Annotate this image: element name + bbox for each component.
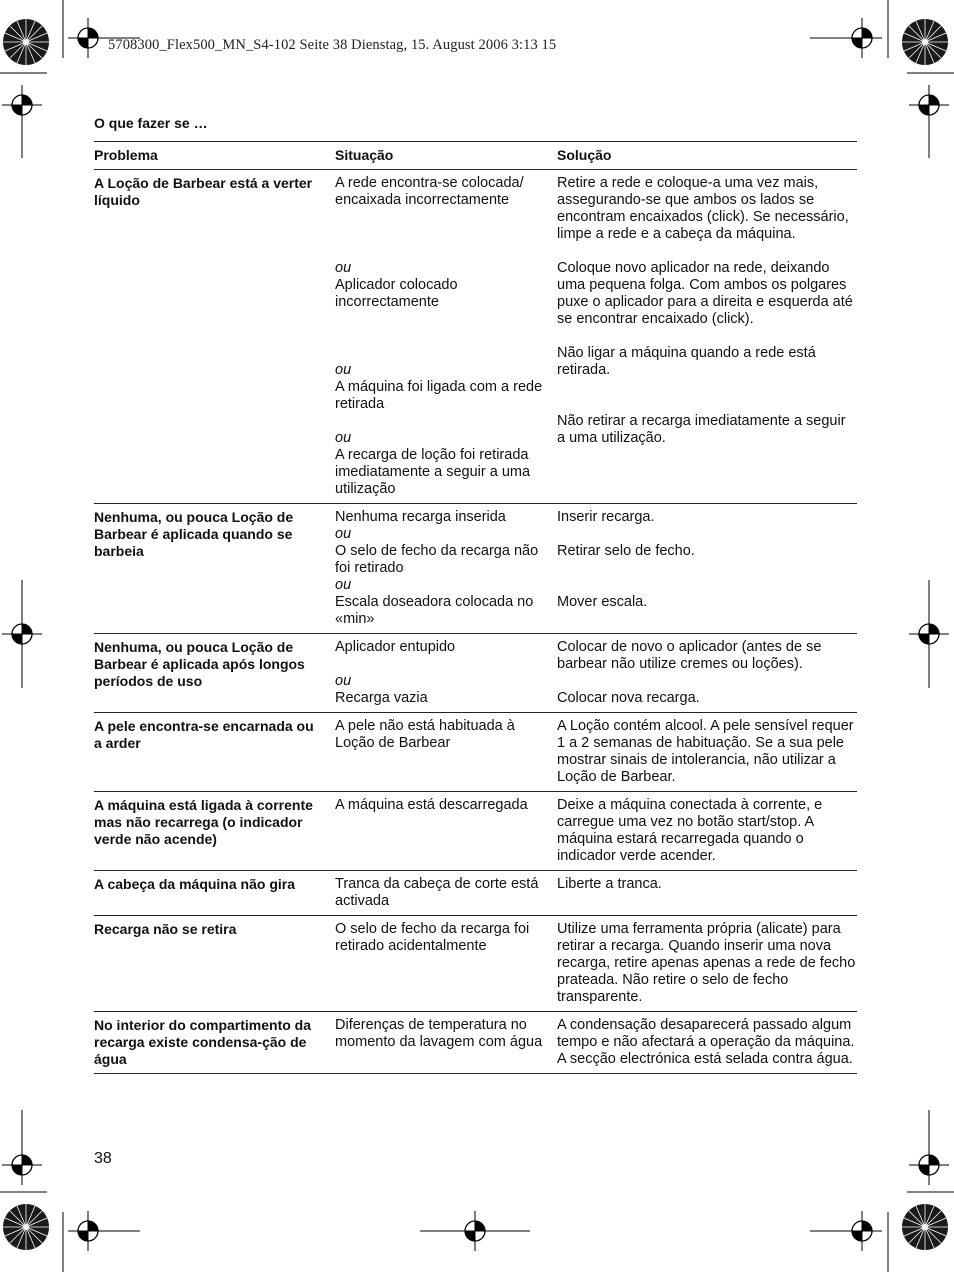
situation-text: O selo de fecho da recarga não foi retirado — [335, 543, 539, 576]
situation-text: A máquina foi ligada com a rede retirada — [335, 379, 543, 412]
solution-cell: Utilize uma ferramenta própria (alicate) para retirar a recarga. Quando inserir uma nova recarga, retire apenas apenas a rede de fecho prateada. Não retire o selo de fecho transparente. — [557, 916, 857, 1012]
solution-cell: A Loção contém alcool. A pele sensível requer 1 a 2 semanas de habituação. Se a sua pele mostrar sinais de intolerancia, não utilizar a Loção de Barbear. — [557, 713, 857, 792]
column-header-problem: Problema — [94, 142, 335, 170]
or-separator: ou — [335, 526, 352, 542]
situation-cell: Diferenças de temperatura no momento da lavagem com água — [335, 1012, 557, 1074]
table-row — [94, 634, 857, 713]
or-separator: ou — [335, 362, 352, 378]
or-separator: ou — [335, 577, 352, 593]
section-title: O que fazer se … — [94, 115, 208, 131]
table-header-row — [94, 142, 857, 170]
situation-text: A rede encontra-se colocada/ encaixada incorrectamente — [335, 175, 524, 208]
troubleshooting-table — [94, 141, 857, 1074]
situation-cell: A pele não está habituada à Loção de Barbear — [335, 713, 557, 792]
solution-cell — [557, 634, 857, 713]
solution-cell: Deixe a máquina conectada à corrente, e carregue uma vez no botão start/stop. A máquina estará recarregada quando o indicador verde acender. — [557, 792, 857, 871]
problem-cell: A pele encontra-se encarnada ou a arder — [94, 713, 335, 792]
problem-cell: Nenhuma, ou pouca Loção de Barbear é aplicada após longos períodos de uso — [94, 634, 335, 713]
situation-cell: Tranca da cabeça de corte está activada — [335, 871, 557, 916]
situation-text: Aplicador entupido — [335, 639, 456, 655]
column-header-situation: Situação — [335, 142, 557, 170]
solution-cell: A condensação desaparecerá passado algum tempo e não afectará a operação da máquina. A secção electrónica está selada contra água. — [557, 1012, 857, 1074]
problem-cell: Nenhuma, ou pouca Loção de Barbear é aplicada quando se barbeia — [94, 504, 335, 634]
problem-cell: A máquina está ligada à corrente mas não recarrega (o indicador verde não acende) — [94, 792, 335, 871]
solution-text: Não retirar a recarga imediatamente a seguir a uma utilização. — [557, 413, 846, 446]
solution-cell — [557, 170, 857, 504]
or-separator: ou — [335, 260, 352, 276]
situation-cell: A máquina está descarregada — [335, 792, 557, 871]
column-header-solution: Solução — [557, 142, 857, 170]
solution-text: Mover escala. — [557, 594, 648, 610]
solution-text: Colocar nova recarga. — [557, 690, 700, 706]
problem-cell: Recarga não se retira — [94, 916, 335, 1012]
problem-cell: A Loção de Barbear está a verter líquido — [94, 170, 335, 504]
situation-text: Nenhuma recarga inserida — [335, 509, 506, 525]
situation-text: Escala doseadora colocada no «min» — [335, 594, 534, 627]
problem-cell: No interior do compartimento da recarga existe condensa-ção de água — [94, 1012, 335, 1074]
solution-text: Coloque novo aplicador na rede, deixando uma pequena folga. Com ambos os polgares puxe o aplicador para a direita e esquerda até se encontrar encaixado (click). — [557, 260, 853, 327]
table-row — [94, 170, 857, 504]
table-row — [94, 871, 857, 916]
solution-cell: Liberte a tranca. — [557, 871, 857, 916]
solution-text: Retire a rede e coloque-a uma vez mais, assegurando-se que ambos os lados se encontram encaixados (click). Se necessário, limpe a rede e a cabeça da máquina. — [557, 175, 849, 242]
problem-cell: A cabeça da máquina não gira — [94, 871, 335, 916]
page-number: 38 — [94, 1150, 112, 1167]
table-row — [94, 792, 857, 871]
situation-cell — [335, 504, 557, 634]
table-row — [94, 916, 857, 1012]
or-separator: ou — [335, 430, 352, 446]
table-row — [94, 504, 857, 634]
situation-text: Recarga vazia — [335, 690, 428, 706]
print-header: 5708300_Flex500_MN_S4-102 Seite 38 Dienstag, 15. August 2006 3:13 15 — [108, 37, 557, 53]
situation-text: A recarga de loção foi retirada imediatamente a seguir a uma utilização — [335, 447, 531, 497]
solution-text: Colocar de novo o aplicador (antes de se barbear não utilize cremes ou loções). — [557, 639, 822, 672]
table-row — [94, 713, 857, 792]
solution-text: Retirar selo de fecho. — [557, 543, 695, 559]
table-row — [94, 1012, 857, 1074]
situation-cell — [335, 170, 557, 504]
solution-text: Não ligar a máquina quando a rede está retirada. — [557, 345, 816, 378]
or-separator: ou — [335, 673, 352, 689]
situation-cell: O selo de fecho da recarga foi retirado acidentalmente — [335, 916, 557, 1012]
solution-cell — [557, 504, 857, 634]
solution-text: Inserir recarga. — [557, 509, 655, 525]
situation-cell — [335, 634, 557, 713]
situation-text: Aplicador colocado incorrectamente — [335, 277, 458, 310]
